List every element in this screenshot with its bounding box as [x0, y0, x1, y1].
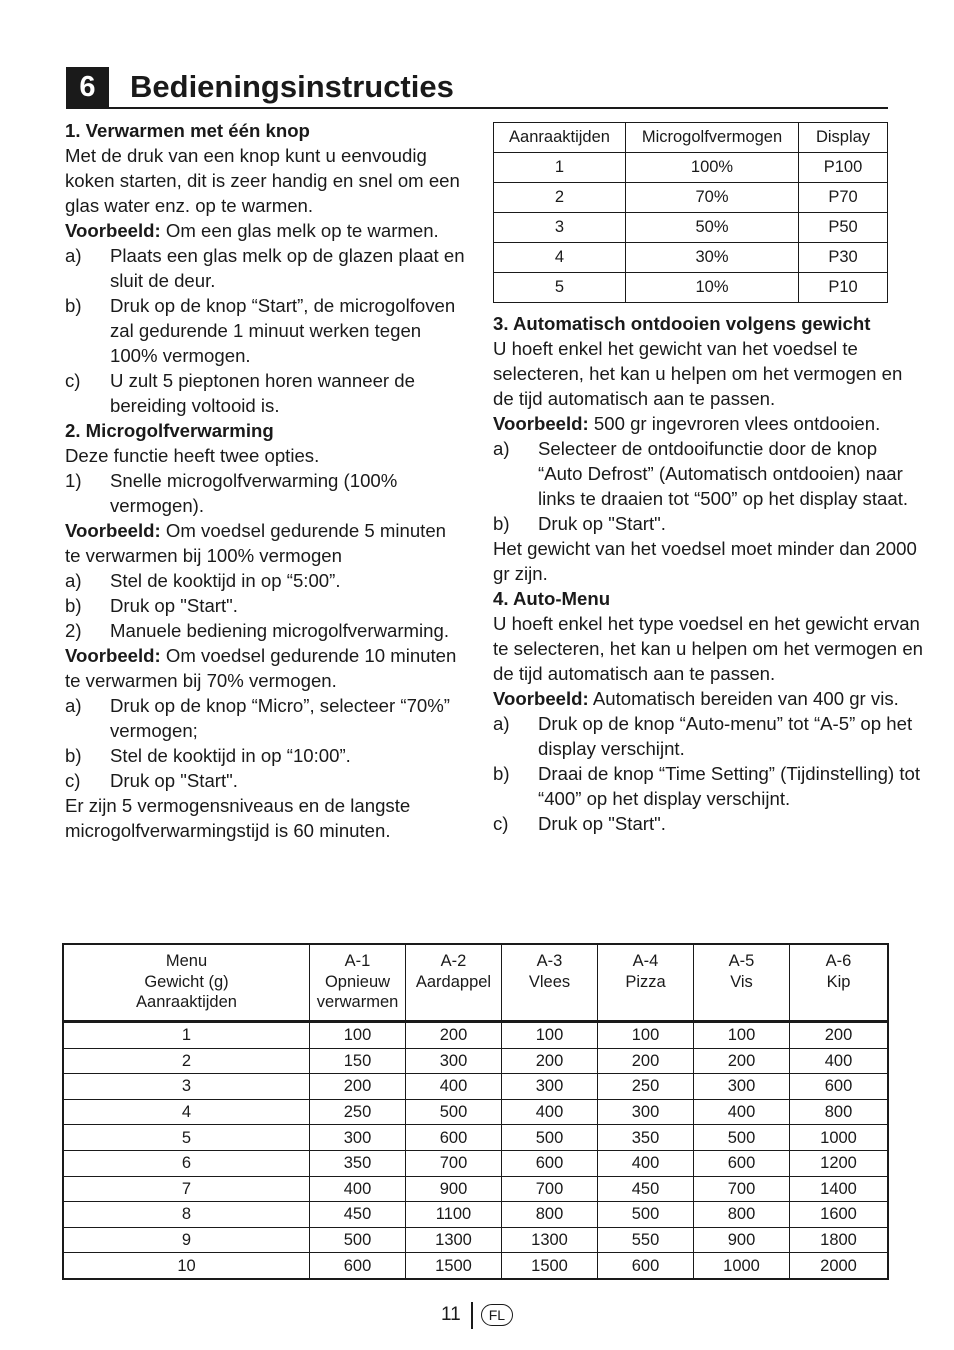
- language-badge: FL: [481, 1304, 513, 1326]
- table-cell: 400: [694, 1099, 790, 1125]
- table-cell: 400: [310, 1176, 406, 1202]
- table-cell: 2000: [790, 1253, 889, 1279]
- table-cell: 300: [694, 1074, 790, 1100]
- list-marker: c): [65, 770, 81, 791]
- example-label: Voorbeeld:: [65, 520, 161, 541]
- section-4-example: [493, 686, 923, 711]
- list-marker: c): [65, 370, 81, 391]
- list-marker: a): [493, 713, 510, 734]
- table-cell: 5: [63, 1125, 310, 1151]
- table-cell: 400: [406, 1074, 502, 1100]
- section-2-example-1: [65, 518, 465, 568]
- list-marker: b): [493, 513, 510, 534]
- list-text: Plaats een glas melk op de glazen plaat en sluit de deur.: [110, 245, 465, 291]
- table-cell: 450: [598, 1176, 694, 1202]
- table-cell: 6: [63, 1150, 310, 1176]
- header-line: A-3: [536, 952, 563, 970]
- power-table: [493, 122, 888, 303]
- table-cell: 900: [406, 1176, 502, 1202]
- table-cell: 250: [310, 1099, 406, 1125]
- section-3-example: [493, 411, 923, 436]
- table-cell: 10%: [626, 273, 799, 303]
- table-cell: 600: [502, 1150, 598, 1176]
- table-cell: 250: [598, 1074, 694, 1100]
- table-cell: 800: [502, 1202, 598, 1228]
- table-row: [494, 183, 888, 213]
- table-row: [63, 1099, 888, 1125]
- section-1-intro: Met de druk van een knop kunt u eenvoudig koken starten, dit is zeer handig en snel om een glas water enz. op te warmen.: [65, 145, 460, 216]
- list-marker: a): [65, 695, 82, 716]
- table-cell: 1000: [694, 1253, 790, 1279]
- list-item: [493, 711, 923, 761]
- list-item: [65, 743, 465, 768]
- list-text: Druk op "Start".: [110, 595, 238, 616]
- list-item: [65, 768, 465, 793]
- table-row: [63, 1202, 888, 1228]
- header-line: A-1: [344, 952, 371, 970]
- column-header: [598, 944, 694, 1022]
- page-number: 11: [441, 1304, 461, 1325]
- list-text: Manuele bediening microgolfverwarming.: [110, 620, 449, 641]
- header-line: A-6: [825, 952, 852, 970]
- column-header: Aanraaktijden: [494, 123, 626, 153]
- column-header: Microgolfvermogen: [626, 123, 799, 153]
- table-cell: 3: [494, 213, 626, 243]
- list-marker: b): [493, 763, 510, 784]
- table-cell: 100: [598, 1022, 694, 1049]
- header-line: Menu: [165, 952, 208, 970]
- list-marker: a): [65, 245, 82, 266]
- table-cell: 1: [63, 1022, 310, 1049]
- list-text: U zult 5 pieptonen horen wanneer de bereiding voltooid is.: [110, 370, 415, 416]
- header-line: verwarmen: [316, 993, 399, 1011]
- table-cell: 200: [406, 1022, 502, 1049]
- section-2-intro: Deze functie heeft twee opties.: [65, 445, 320, 466]
- example-label: Voorbeeld:: [493, 413, 589, 434]
- list-marker: 2): [65, 620, 82, 641]
- table-cell: 50%: [626, 213, 799, 243]
- table-cell: 550: [598, 1227, 694, 1253]
- section-1-heading: 1. Verwarmen met één knop: [65, 120, 310, 141]
- section-2-outro: Er zijn 5 vermogensniveaus en de langste microgolfverwarmingstijd is 60 minuten.: [65, 795, 411, 841]
- table-cell: 300: [406, 1048, 502, 1074]
- right-column: [493, 311, 923, 836]
- table-cell: 400: [598, 1150, 694, 1176]
- list-item: [65, 468, 465, 518]
- table-cell: 300: [598, 1099, 694, 1125]
- table-cell: 350: [310, 1150, 406, 1176]
- table-row: [63, 1150, 888, 1176]
- section-4-intro: U hoeft enkel het type voedsel en het gewicht ervan te selecteren, het kan u helpen om het vermogen en de tijd automatisch aan te passen.: [493, 613, 923, 684]
- table-cell: 600: [790, 1074, 889, 1100]
- table-cell: 700: [502, 1176, 598, 1202]
- table-cell: 600: [694, 1150, 790, 1176]
- list-text: Snelle microgolfverwarming (100% vermogen).: [110, 470, 398, 516]
- table-row: [494, 153, 888, 183]
- table-cell: 100%: [626, 153, 799, 183]
- table-cell: 100: [310, 1022, 406, 1049]
- header-line: Pizza: [625, 972, 666, 991]
- example-text: 500 gr ingevroren vlees ontdooien.: [588, 413, 881, 434]
- column-header: [790, 944, 889, 1022]
- table-cell: 1500: [502, 1253, 598, 1279]
- header-line: Gewicht (g): [144, 972, 229, 991]
- section-3-outro: Het gewicht van het voedsel moet minder dan 2000 gr zijn.: [493, 538, 917, 584]
- list-text: Druk op "Start".: [538, 813, 666, 834]
- list-marker: a): [493, 438, 510, 459]
- table-cell: 1000: [790, 1125, 889, 1151]
- table-cell: 1300: [502, 1227, 598, 1253]
- table-cell: 450: [310, 1202, 406, 1228]
- table-cell: 200: [598, 1048, 694, 1074]
- example-text: Om een glas melk op te warmen.: [160, 220, 439, 241]
- table-cell: 600: [310, 1253, 406, 1279]
- table-cell: P100: [799, 153, 888, 183]
- table-cell: 400: [790, 1048, 889, 1074]
- table-row: [63, 1176, 888, 1202]
- list-item: [65, 618, 465, 643]
- table-header-row: [494, 123, 888, 153]
- example-label: Voorbeeld:: [65, 220, 161, 241]
- table-cell: 400: [502, 1099, 598, 1125]
- footer-divider: [471, 1302, 473, 1329]
- column-header: Display: [799, 123, 888, 153]
- column-header: [406, 944, 502, 1022]
- table-cell: 900: [694, 1227, 790, 1253]
- table-cell: 8: [63, 1202, 310, 1228]
- table-cell: 150: [310, 1048, 406, 1074]
- table-cell: 2: [63, 1048, 310, 1074]
- list-marker: c): [493, 813, 509, 834]
- section-4-heading: 4. Auto-Menu: [493, 588, 611, 609]
- table-row: [63, 1048, 888, 1074]
- page-footer: [441, 1302, 513, 1328]
- section-2-example-2: [65, 643, 465, 693]
- table-cell: 1200: [790, 1150, 889, 1176]
- list-item: [65, 593, 465, 618]
- table-cell: 500: [406, 1099, 502, 1125]
- header-line: A-4: [632, 952, 659, 970]
- list-text: Druk op de knop “Start”, de microgolfoven zal gedurende 1 minuut werken tegen 100% vermogen.: [110, 295, 456, 366]
- example-text: Om voedsel gedurende 5 minuten te verwarmen bij 100% vermogen: [65, 520, 447, 566]
- example-text: Om voedsel gedurende 10 minuten te verwarmen bij 70% vermogen.: [65, 645, 457, 691]
- table-cell: 100: [502, 1022, 598, 1049]
- table-cell: 500: [694, 1125, 790, 1151]
- section-number: 6: [66, 67, 109, 107]
- table-cell: 1500: [406, 1253, 502, 1279]
- header-line: Opnieuw: [324, 972, 391, 991]
- menu-table-body: [63, 1022, 888, 1279]
- list-text: Druk op de knop “Micro”, selecteer “70%” vermogen;: [110, 695, 450, 741]
- list-item: [65, 293, 465, 368]
- table-cell: 350: [598, 1125, 694, 1151]
- table-cell: 200: [310, 1074, 406, 1100]
- table-cell: 600: [598, 1253, 694, 1279]
- list-text: Druk op "Start".: [110, 770, 238, 791]
- table-cell: 500: [310, 1227, 406, 1253]
- table-cell: 2: [494, 183, 626, 213]
- table-cell: 100: [694, 1022, 790, 1049]
- table-cell: P50: [799, 213, 888, 243]
- header-line: Kip: [826, 972, 851, 991]
- column-header: [310, 944, 406, 1022]
- column-header: [63, 944, 310, 1022]
- header-line: Vlees: [528, 972, 571, 991]
- table-header-row: [63, 944, 888, 1022]
- example-text: Automatisch bereiden van 400 gr vis.: [588, 688, 899, 709]
- list-item: [493, 811, 923, 836]
- table-row: [494, 243, 888, 273]
- table-cell: 70%: [626, 183, 799, 213]
- table-cell: 1400: [790, 1176, 889, 1202]
- table-cell: 1800: [790, 1227, 889, 1253]
- column-header: [694, 944, 790, 1022]
- list-item: [493, 761, 923, 811]
- list-text: Druk op de knop “Auto-menu” tot “A-5” op het display verschijnt.: [538, 713, 913, 759]
- table-cell: P10: [799, 273, 888, 303]
- auto-menu-table: [62, 943, 889, 1280]
- table-cell: 200: [694, 1048, 790, 1074]
- list-marker: b): [65, 595, 82, 616]
- list-marker: b): [65, 295, 82, 316]
- list-item: [493, 436, 923, 511]
- table-row: [63, 1253, 888, 1279]
- table-cell: 300: [502, 1074, 598, 1100]
- table-cell: 4: [494, 243, 626, 273]
- example-label: Voorbeeld:: [65, 645, 161, 666]
- table-cell: 200: [790, 1022, 889, 1049]
- section-3-intro: U hoeft enkel het gewicht van het voedsel te selecteren, het kan u helpen om het vermogen en de tijd automatisch aan te passen.: [493, 338, 903, 409]
- table-cell: 800: [790, 1099, 889, 1125]
- table-cell: 500: [598, 1202, 694, 1228]
- example-label: Voorbeeld:: [493, 688, 589, 709]
- table-row: [63, 1227, 888, 1253]
- list-item: [65, 243, 465, 293]
- list-text: Stel de kooktijd in op “5:00”.: [110, 570, 341, 591]
- list-text: Selecteer de ontdooifunctie door de knop “Auto Defrost” (Automatisch ontdooien) naar links te draaien tot “500” op het display staat.: [538, 438, 909, 509]
- table-cell: 10: [63, 1253, 310, 1279]
- header-line: A-5: [728, 952, 755, 970]
- table-cell: 5: [494, 273, 626, 303]
- table-cell: 1300: [406, 1227, 502, 1253]
- header-rule: [66, 107, 888, 109]
- table-cell: 30%: [626, 243, 799, 273]
- list-item: [65, 368, 465, 418]
- table-row: [494, 213, 888, 243]
- list-item: [65, 568, 465, 593]
- section-2-heading: 2. Microgolfverwarming: [65, 420, 274, 441]
- table-cell: 1: [494, 153, 626, 183]
- page-title: Bedieningsinstructies: [130, 69, 454, 104]
- list-marker: a): [65, 570, 82, 591]
- section-3-heading: 3. Automatisch ontdooien volgens gewicht: [493, 313, 871, 334]
- list-text: Druk op "Start".: [538, 513, 666, 534]
- list-marker: 1): [65, 470, 82, 491]
- table-row: [63, 1125, 888, 1151]
- table-cell: 300: [310, 1125, 406, 1151]
- table-cell: 700: [694, 1176, 790, 1202]
- header-line: Aardappel: [415, 972, 492, 991]
- column-header: [502, 944, 598, 1022]
- left-column: [65, 118, 465, 843]
- table-cell: 9: [63, 1227, 310, 1253]
- table-cell: 1100: [406, 1202, 502, 1228]
- table-cell: 500: [502, 1125, 598, 1151]
- table-row: [494, 273, 888, 303]
- table-cell: 700: [406, 1150, 502, 1176]
- table-cell: P30: [799, 243, 888, 273]
- table-cell: 200: [502, 1048, 598, 1074]
- table-cell: 600: [406, 1125, 502, 1151]
- list-text: Draai de knop “Time Setting” (Tijdinstelling) tot “400” op het display verschijnt.: [538, 763, 921, 809]
- table-cell: 3: [63, 1074, 310, 1100]
- list-item: [65, 693, 465, 743]
- header-line: A-2: [440, 952, 467, 970]
- table-cell: 4: [63, 1099, 310, 1125]
- table-cell: P70: [799, 183, 888, 213]
- table-row: [63, 1022, 888, 1049]
- section-1-example: [65, 218, 465, 243]
- table-cell: 800: [694, 1202, 790, 1228]
- list-marker: b): [65, 745, 82, 766]
- header-line: Vis: [730, 972, 753, 991]
- header-line: Aanraaktijden: [136, 993, 237, 1011]
- list-text: Stel de kooktijd in op “10:00”.: [110, 745, 351, 766]
- list-item: [493, 511, 923, 536]
- table-cell: 1600: [790, 1202, 889, 1228]
- table-row: [63, 1074, 888, 1100]
- table-cell: 7: [63, 1176, 310, 1202]
